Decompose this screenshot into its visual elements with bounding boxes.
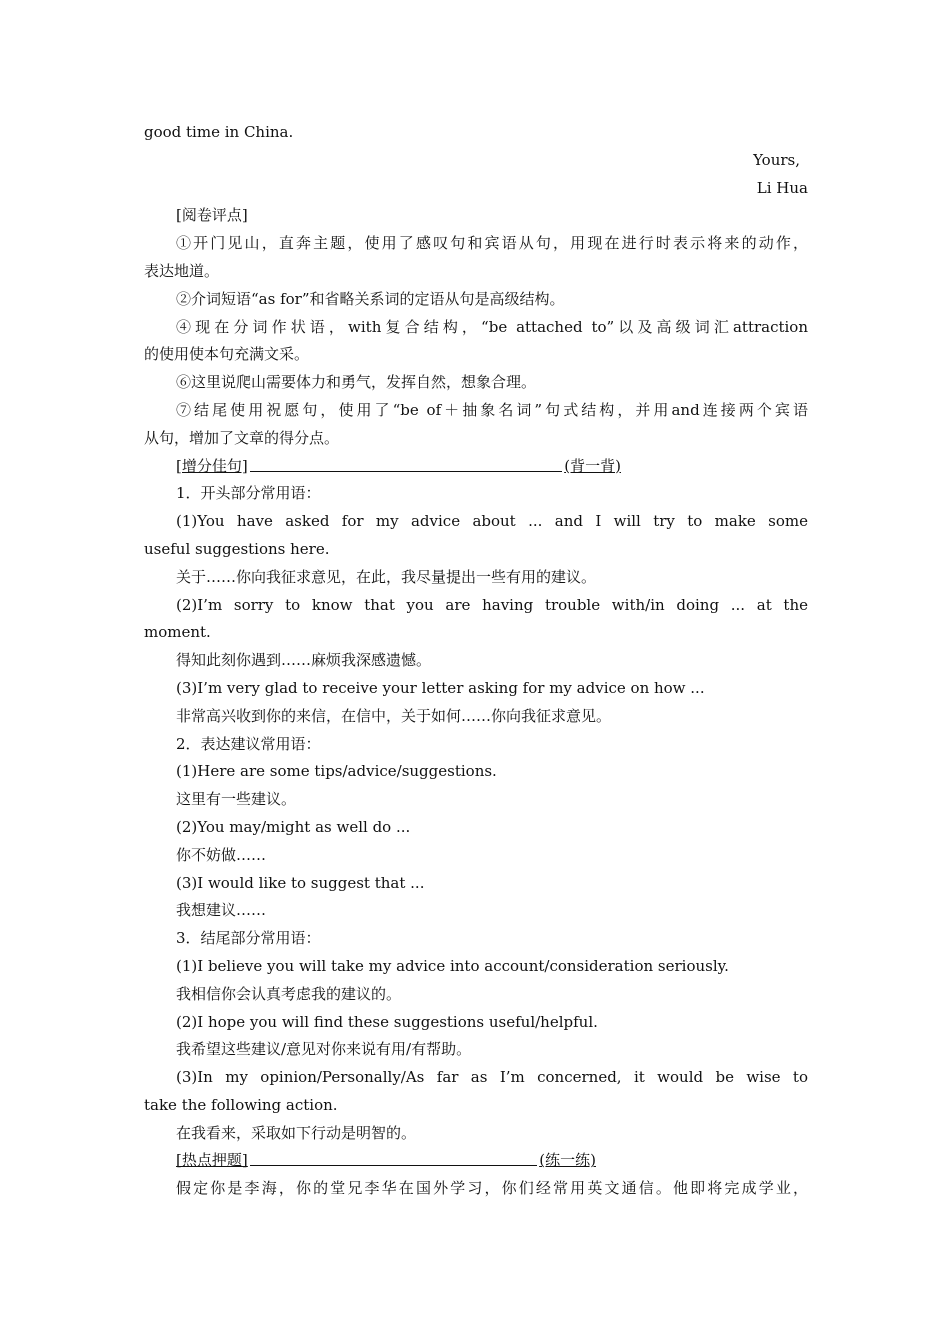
phrase-en-cont: take the following action.: [144, 1095, 338, 1114]
section-heading-suggestions: 2．表达建议常用语：: [176, 734, 321, 753]
phrase-zh: 在我看来，采取如下行动是明智的。: [176, 1123, 417, 1142]
phrase-en-cont: moment.: [144, 623, 211, 642]
heading-underline: [250, 453, 563, 472]
review-point-1: ①开门见山，直奔主题，使用了感叹句和宾语从句，用现在进行时表示将来的动作，: [176, 234, 808, 253]
phrase-en: (2)You may/might as well do ...: [176, 817, 411, 836]
phrase-zh: 我相信你会认真考虑我的建议的。: [176, 984, 402, 1003]
heading-underline: [250, 1147, 538, 1166]
review-point-1-cont: 表达地道。: [144, 261, 220, 280]
phrase-en: (1)I believe you will take my advice into account/consideration seriously.: [176, 956, 729, 975]
letter-text: good time in China.: [144, 123, 294, 141]
phrase-zh: 关于……你向我征求意见，在此，我尽量提出一些有用的建议。: [176, 567, 597, 586]
phrase-en: (3)In my opinion/Personally/As far as I’m concerned, it would be wise to: [176, 1068, 808, 1087]
letter-signature: Li Hua: [756, 178, 808, 197]
phrase-en: (3)I’m very glad to receive your letter asking for my advice on how ...: [176, 678, 705, 697]
practice-heading-note: (练一练): [539, 1151, 596, 1170]
review-point-6: ⑥这里说爬山需要体力和勇气，发挥自然，想象合理。: [176, 373, 537, 392]
review-point-7-cont: 从句，增加了文章的得分点。: [144, 428, 340, 447]
phrase-en: (1)You have asked for my advice about ... and I will try to make some: [176, 512, 808, 531]
review-point-2: ②介词短语“as for”和省略关系词的定语从句是高级结构。: [176, 289, 565, 308]
section-heading-opening: 1．开头部分常用语：: [176, 484, 321, 503]
phrase-zh: 我希望这些建议/意见对你来说有用/有帮助。: [176, 1040, 472, 1059]
phrase-en: (3)I would like to suggest that ...: [176, 873, 425, 892]
section-heading-closing: 3．结尾部分常用语：: [176, 929, 321, 948]
review-heading: [阅卷评点]: [176, 206, 248, 225]
review-point-4: ④现在分词作状语，with复合结构，“be attached to”以及高级词汇attraction: [176, 317, 808, 336]
phrase-en-cont: useful suggestions here.: [144, 539, 330, 558]
document-body: [144, 119, 808, 1203]
phrase-zh: 非常高兴收到你的来信，在信中，关于如何……你向我征求意见。: [176, 706, 612, 725]
practice-heading-row: [144, 1147, 808, 1175]
phrase-zh: 你不妨做……: [176, 845, 267, 864]
practice-heading: [热点押题]: [176, 1151, 248, 1170]
phrases-heading-row: [144, 453, 808, 481]
review-point-4-cont: 的使用使本句充满文采。: [144, 345, 310, 364]
phrase-zh: 我想建议……: [176, 901, 267, 920]
phrase-zh: 这里有一些建议。: [176, 790, 297, 809]
practice-prompt: 假定你是李海，你的堂兄李华在国外学习，你们经常用英文通信。他即将完成学业，: [176, 1179, 808, 1198]
phrase-zh: 得知此刻你遇到……麻烦我深感遗憾。: [176, 651, 432, 670]
phrase-en: (2)I’m sorry to know that you are having trouble with/in doing ... at the: [176, 595, 808, 614]
letter-closing: Yours,: [753, 150, 800, 169]
phrase-en: (1)Here are some tips/advice/suggestions.: [176, 762, 497, 781]
phrase-en: (2)I hope you will find these suggestions useful/helpful.: [176, 1012, 598, 1031]
phrases-heading-note: (背一背): [564, 456, 621, 475]
review-point-7: ⑦结尾使用祝愿句，使用了“be of＋抽象名词”句式结构，并用and连接两个宾语: [176, 400, 808, 419]
phrases-heading: [增分佳句]: [176, 456, 248, 475]
